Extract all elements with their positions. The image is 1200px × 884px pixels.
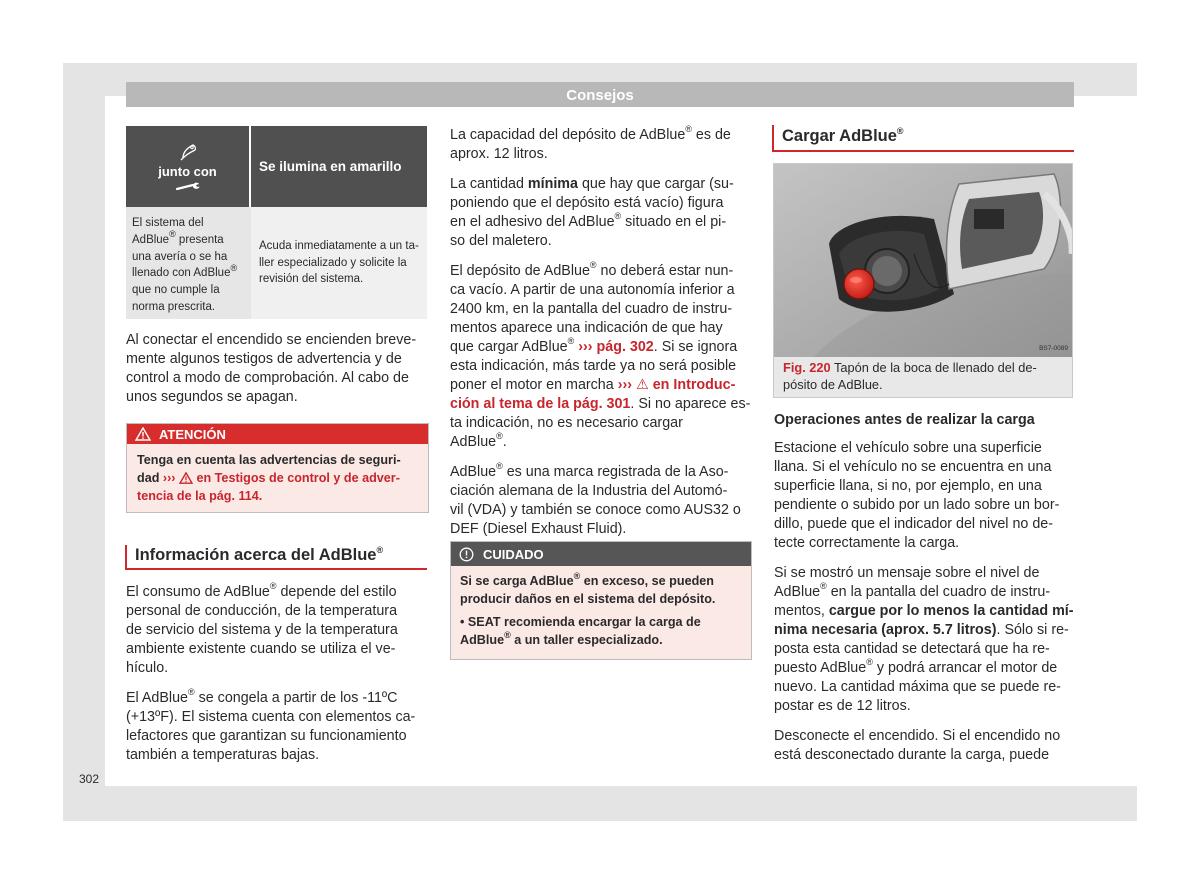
text-line: que cargar AdBlue® ››› pág. 302. Si se ignora <box>450 336 738 355</box>
text-line <box>137 469 418 487</box>
warning-triangle-icon <box>135 427 151 441</box>
text-line: puesto AdBlue® y podrá arrancar el motor de <box>774 657 1058 676</box>
reference-link[interactable]: tencia de la pág. 114. <box>137 489 263 503</box>
text-line: Tenga en cuenta las advertencias de seguri- <box>137 453 401 467</box>
reference-link[interactable]: ››› ⚠ en Introduc- <box>617 377 736 393</box>
table-header-status: Se ilumina en amarillo <box>251 126 427 207</box>
reference-link[interactable]: en Testigos de control y de adver- <box>192 471 400 485</box>
text-line: también a temperaturas bajas. <box>126 747 320 763</box>
section-rule <box>125 568 427 570</box>
cause-line: El sistema del <box>132 217 204 229</box>
text-line: ciación alemana de la Industria del Automó- <box>450 483 728 499</box>
subheading: Operaciones antes de realizar la carga <box>774 412 1035 428</box>
text-line: mente algunos testigos de advertencia y de <box>126 351 402 367</box>
text-line: nuevo. La cantidad máxima que se puede re- <box>774 679 1061 695</box>
text-line: AdBlue®. <box>450 431 507 450</box>
paragraph <box>774 727 1076 765</box>
text-line: superficie llana, si no, por ejemplo, en una <box>774 478 1042 494</box>
text-line: DEF (Diesel Exhaust Fluid). <box>450 521 627 537</box>
paragraph <box>126 583 428 678</box>
reference-arrows[interactable]: ››› <box>162 471 176 485</box>
text-line: ambiente existente cuando se utiliza el ve- <box>126 641 396 657</box>
text-line: producir daños en el sistema del depósito. <box>460 592 716 606</box>
indicator-table <box>126 126 427 319</box>
cuidado-notice-box <box>450 541 752 660</box>
text-line: Fig. 220 Tapón de la boca de llenado del de- <box>783 360 1037 375</box>
reference-link[interactable]: ción al tema de la pág. 301 <box>450 396 631 412</box>
cause-line: que no cumple la <box>132 284 220 297</box>
text-line: AdBlue® en la pantalla del cuadro de instru- <box>774 581 1051 600</box>
text-line: está desconectado durante la carga, puede <box>774 747 1050 763</box>
action-line: ller especializado y solicite la <box>259 256 407 269</box>
section-vbar <box>125 545 127 570</box>
text-line: mentos, cargue por lo menos la cantidad mí- <box>774 603 1074 619</box>
adblue-filler-icon <box>177 140 199 162</box>
text-line: vil (VDA) y también se conoce como AUS32 o <box>450 502 741 518</box>
text-line: personal de conducción, de la temperatura <box>126 603 398 619</box>
text-line: hículo. <box>126 660 169 676</box>
text-line: en el adhesivo del AdBlue® situado en el pi- <box>450 211 727 230</box>
wrench-icon <box>175 181 201 193</box>
header-bar: Consejos <box>126 82 1074 107</box>
text-line: Desconecte el encendido. Si el encendido no <box>774 728 1061 744</box>
left-column-intro <box>126 331 428 407</box>
text-span: dad <box>137 471 163 485</box>
text-line: AdBlue® es una marca registrada de la Aso- <box>450 461 729 480</box>
figure-caption <box>774 357 1072 397</box>
text-line: unos segundos se apagan. <box>126 389 298 405</box>
middle-column <box>450 126 752 550</box>
paragraph <box>774 439 1076 553</box>
right-column <box>774 411 1076 776</box>
text-line: nima necesaria (aprox. 5.7 litros). Sólo si re- <box>774 622 1069 638</box>
cause-line: una avería o se ha <box>132 250 228 263</box>
adblue-filler-cap-illustration <box>774 164 1072 357</box>
page-number: 302 <box>79 772 100 786</box>
table-cell-cause <box>126 207 249 319</box>
text-line: pósito de AdBlue. <box>783 377 883 392</box>
table-header-icon-cell <box>126 126 249 207</box>
text-line: poner el motor en marcha ››› ⚠ en Introduc- <box>450 377 736 393</box>
text-line: (+13ºF). El sistema cuenta con elementos ca- <box>126 709 416 725</box>
text-line: La cantidad mínima que hay que cargar (su- <box>450 176 734 192</box>
text-line: poniendo que el depósito está vacío) figura <box>450 195 724 211</box>
cause-line: AdBlue® presenta <box>132 228 224 246</box>
text-line: Si se carga AdBlue® en exceso, se pueden <box>460 570 714 588</box>
cause-line: norma prescrita. <box>132 300 216 313</box>
paragraph <box>450 175 752 251</box>
text-line: postar es de 12 litros. <box>774 698 911 714</box>
text-line: ción al tema de la pág. 301. Si no aparece es- <box>450 396 751 412</box>
warning-triangle-icon <box>179 472 193 484</box>
text-line: Si se mostró un mensaje sobre el nivel de <box>774 565 1040 581</box>
text-line: lefactores que garantizan su funcionamiento <box>126 728 407 744</box>
paragraph <box>126 689 428 765</box>
text-line: mentos aparece una indicación de que hay <box>450 320 723 336</box>
section-vbar <box>772 125 774 152</box>
text-line: AdBlue® a un taller especializado. <box>460 629 663 647</box>
section-rule <box>772 150 1074 152</box>
text-line: Estacione el vehículo sobre una superficie <box>774 440 1042 456</box>
section-title: Cargar AdBlue® <box>782 125 904 145</box>
text-line: so del maletero. <box>450 233 552 249</box>
cuidado-header <box>451 542 751 566</box>
text-line: dillo, puede que el indicador del nivel no de- <box>774 516 1053 532</box>
atencion-warning-box <box>126 423 429 513</box>
paragraph <box>774 564 1076 716</box>
paragraph <box>450 463 752 539</box>
action-line: revisión del sistema. <box>259 273 364 286</box>
paragraph <box>450 126 752 164</box>
text-line: El consumo de AdBlue® depende del estilo <box>126 581 397 600</box>
atencion-label: ATENCIÓN <box>159 426 226 442</box>
text-line: 2400 km, en la pantalla del cuadro de instru- <box>450 301 733 317</box>
figure-code: BS7-0089 <box>1039 345 1068 352</box>
text-line: aprox. 12 litros. <box>450 146 548 162</box>
cuidado-label: CUIDADO <box>483 546 544 562</box>
text-line: ca vacío. A partir de una autonomía inferior a <box>450 282 735 298</box>
text-line: ta indicación, no es necesario cargar <box>450 415 683 431</box>
text-line: llana. Si el vehículo no se encuentra en una <box>774 459 1052 475</box>
reference-link[interactable]: ››› pág. 302 <box>578 339 654 355</box>
text-line: tecte correctamente la carga. <box>774 535 960 551</box>
text-line: esta indicación, más tarde ya no será posible <box>450 358 737 374</box>
paragraph <box>460 572 742 608</box>
atencion-text <box>127 444 428 512</box>
table-header-row <box>126 126 427 207</box>
text-line: • SEAT recomienda encargar la carga de <box>460 615 701 629</box>
figure-number: Fig. 220 <box>783 360 831 375</box>
text-line: El AdBlue® se congela a partir de los -11ºC <box>126 687 398 706</box>
action-line: Acuda inmediatamente a un ta- <box>259 240 419 253</box>
paragraph <box>450 262 752 452</box>
text-line: Al conectar el encendido se encienden breve- <box>126 332 417 348</box>
info-circle-icon <box>459 547 474 562</box>
paragraph <box>460 613 742 649</box>
section-title: Información acerca del AdBlue® <box>135 544 384 564</box>
cause-line: llenado con AdBlue® <box>132 262 238 280</box>
cuidado-text <box>451 566 751 659</box>
table-header-label: junto con <box>158 164 217 179</box>
table-row <box>126 207 427 319</box>
text-line: posta esta cantidad se detectará que ha re- <box>774 641 1050 657</box>
text-line: El depósito de AdBlue® no deberá estar nun- <box>450 260 734 279</box>
table-cell-action <box>251 207 427 319</box>
text-line: control a modo de comprobación. Al cabo de <box>126 370 409 386</box>
text-line: de servicio del sistema y de la temperatura <box>126 622 398 638</box>
text-line: pendiente o subido por un lado sobre un bor- <box>774 497 1060 513</box>
left-column-body <box>126 583 428 776</box>
text-line: La capacidad del depósito de AdBlue® es de <box>450 124 731 143</box>
atencion-header <box>127 424 428 444</box>
